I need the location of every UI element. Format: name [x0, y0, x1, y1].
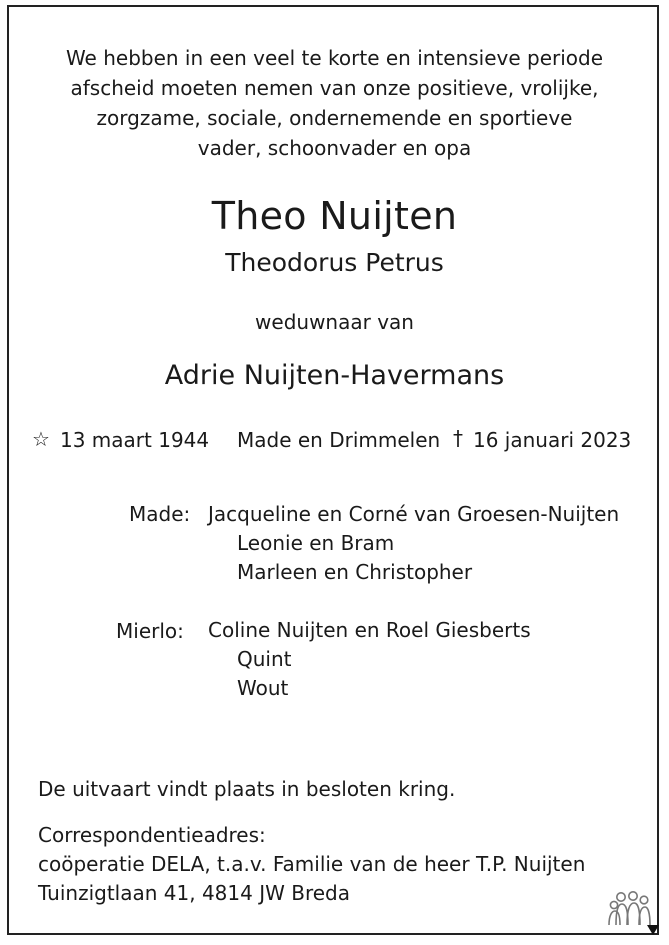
family-place-made: Made:: [129, 502, 191, 526]
family-place-mierlo: Mierlo:: [116, 619, 184, 643]
intro-line-3: zorgzame, sociale, ondernemende en sportieve: [96, 106, 573, 130]
cross-icon: †: [453, 426, 463, 450]
correspondence-label: Correspondentieadres:: [38, 823, 266, 847]
intro-line-4: vader, schoonvader en opa: [197, 136, 472, 160]
birth-date: 13 maart 1944: [60, 428, 210, 452]
down-triangle-icon: [646, 924, 660, 936]
star-icon: ☆: [32, 427, 50, 451]
family-head-made: Jacqueline en Corné van Groesen-Nuijten: [208, 502, 620, 526]
correspondence-line-1: coöperatie DELA, t.a.v. Familie van de heer T.P. Nuijten: [38, 852, 586, 876]
relation-text: weduwnaar van: [255, 310, 414, 334]
family-child: Marleen en Christopher: [237, 560, 473, 584]
deceased-full-name: Theodorus Petrus: [225, 248, 444, 277]
spouse-name: Adrie Nuijten-Havermans: [164, 360, 505, 391]
correspondence-line-2: Tuinzigtlaan 41, 4814 JW Breda: [38, 881, 350, 905]
family-child: Quint: [237, 647, 292, 671]
place-of-birth: Made en Drimmelen: [237, 428, 441, 452]
intro-line-2: afscheid moeten nemen van onze positieve, vrolijke,: [70, 76, 599, 100]
funeral-notice: De uitvaart vindt plaats in besloten kring.: [38, 777, 456, 801]
deceased-name: Theo Nuijten: [211, 194, 458, 238]
death-date: 16 januari 2023: [473, 428, 632, 452]
intro-line-1: We hebben in een veel te korte en intensieve periode: [65, 46, 604, 70]
family-child: Wout: [237, 676, 289, 700]
family-head-mierlo: Coline Nuijten en Roel Giesberts: [208, 618, 531, 642]
family-child: Leonie en Bram: [237, 531, 395, 555]
